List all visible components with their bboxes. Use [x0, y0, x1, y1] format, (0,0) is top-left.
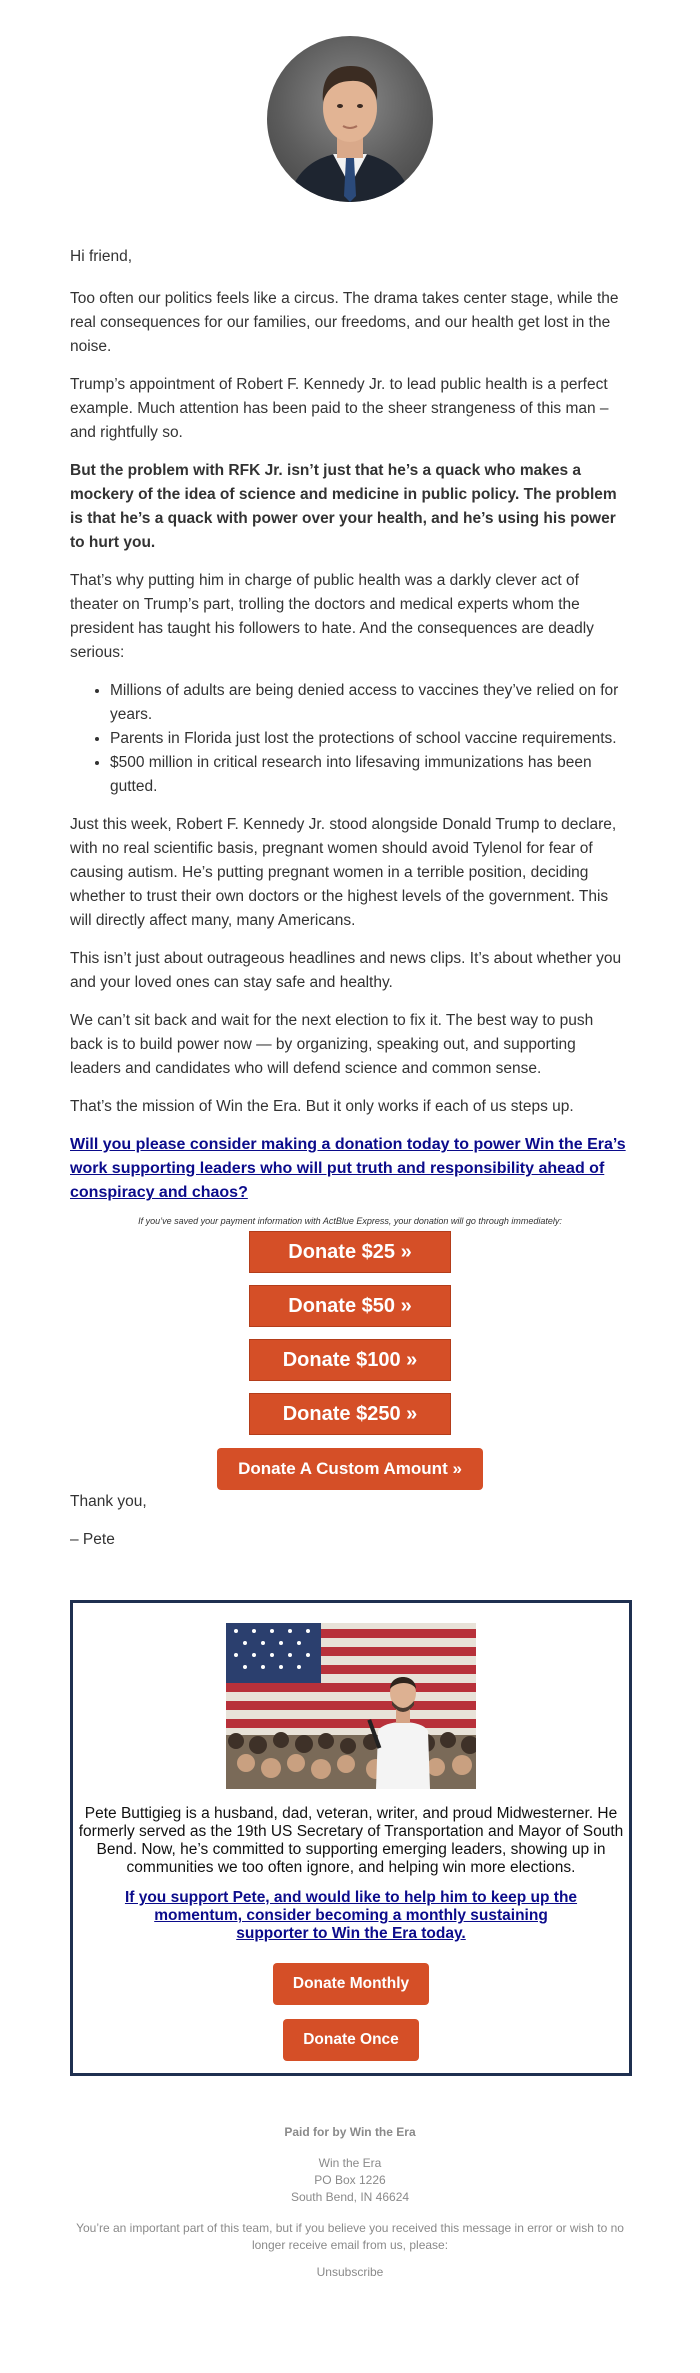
paid-for-disclaimer: Paid for by Win the Era — [284, 2125, 416, 2139]
paragraph: Just this week, Robert F. Kennedy Jr. stood alongside Donald Trump to declare, with no real scientific basis, pregnant women should avoid Tylenol for fear of causing autism. He’s putting pregnant women in a terrible position, deciding whether to trust their own doctors or the highest levels of the government. This will directly affect many, many Americans. — [70, 816, 617, 929]
rally-photo — [226, 1623, 476, 1789]
paragraph: This isn’t just about outrageous headlines and news clips. It’s about whether you and your loved ones can stay safe and healthy. — [70, 950, 622, 991]
paragraph: We can’t sit back and wait for the next election to fix it. The best way to push back is to build power now — by organizing, speaking out, and supporting leaders and candidates who will defend science and common sense. — [70, 1012, 594, 1077]
footer — [70, 2124, 630, 2281]
donate-custom-button[interactable]: Donate A Custom Amount » — [217, 1448, 483, 1490]
paragraph: Trump’s appointment of Robert F. Kennedy Jr. to lead public health is a perfect example. Much attention has been paid to the sheer strangeness of this man – and rightfully so. — [70, 376, 609, 441]
thanks: Thank you, — [70, 1493, 147, 1510]
donate-once-button[interactable]: Donate Once — [283, 2019, 419, 2061]
about-box — [70, 1600, 632, 2076]
donate-monthly-button[interactable]: Donate Monthly — [273, 1963, 429, 2005]
paragraph: That’s the mission of Win the Era. But it only works if each of us steps up. — [70, 1098, 574, 1115]
email-body — [70, 0, 630, 2281]
paragraph: That’s why putting him in charge of public health was a darkly clever act of theater on Trump’s part, trolling the doctors and medical experts whom the president has taught his followers to hate. And the consequences are deadly serious: — [70, 572, 594, 661]
donation-cta-link[interactable]: Will you please consider making a donation today to power Win the Era’s work supporting leaders who will put truth and responsibility ahead of conspiracy and chaos? — [70, 1136, 626, 1201]
footer-notice: You’re an important part of this team, but if you believe you received this message in error or wish to no longer receive email from us, please: — [76, 2221, 624, 2252]
paragraph: Too often our politics feels like a circus. The drama takes center stage, while the real consequences for our families, our freedoms, and our health get lost in the noise. — [70, 290, 619, 355]
footer-po-box: PO Box 1226 — [314, 2173, 386, 2187]
header — [70, 0, 630, 196]
donate-50-button[interactable]: Donate $50 » — [249, 1285, 451, 1327]
actblue-express-note: If you’ve saved your payment information with ActBlue Express, your donation will go through immediately: — [138, 1216, 562, 1226]
footer-org: Win the Era — [318, 2156, 382, 2170]
once-button-row — [73, 2019, 629, 2061]
emphasis-paragraph: But the problem with RFK Jr. isn’t just that he’s a quack who makes a mockery of the idea of science and medicine in public policy. The problem is that he’s a quack with power over your health, and he’s using his power to hurt you. — [70, 462, 617, 551]
greeting: Hi friend, — [70, 248, 133, 265]
rally-illustration — [226, 1623, 476, 1789]
portrait-illustration — [267, 36, 433, 202]
list-item: • $500 million in critical research into lifesaving immunizations has been gutted. — [110, 751, 630, 799]
donate-100-button[interactable]: Donate $100 » — [249, 1339, 451, 1381]
list-item: • Parents in Florida just lost the protections of school vaccine requirements. — [110, 727, 630, 751]
monthly-supporter-link[interactable]: If you support Pete, and would like to help him to keep up the momentum, consider becoming a monthly sustaining supporter to Win the Era today. — [124, 1889, 578, 1942]
donate-250-button[interactable]: Donate $250 » — [249, 1393, 451, 1435]
letter — [70, 196, 630, 1552]
bio: Pete Buttigieg is a husband, dad, veteran, writer, and proud Midwesterner. He formerly served as the 19th US Secretary of Transportation and Mayor of South Bend. Now, he’s committed to supporting emerging leaders, showing up in communities we too often ignore, and helping win more elections. — [78, 1805, 624, 1876]
unsubscribe-link[interactable]: Unsubscribe — [316, 2265, 384, 2279]
footer-city: South Bend, IN 46624 — [290, 2190, 410, 2204]
monthly-button-row — [73, 1963, 629, 2005]
consequences-list — [70, 679, 630, 799]
avatar — [267, 36, 433, 202]
signature: – Pete — [70, 1531, 115, 1548]
donate-buttons — [70, 1231, 630, 1490]
donate-25-button[interactable]: Donate $25 » — [249, 1231, 451, 1273]
list-item: • Millions of adults are being denied access to vaccines they’ve relied on for years. — [110, 679, 630, 727]
